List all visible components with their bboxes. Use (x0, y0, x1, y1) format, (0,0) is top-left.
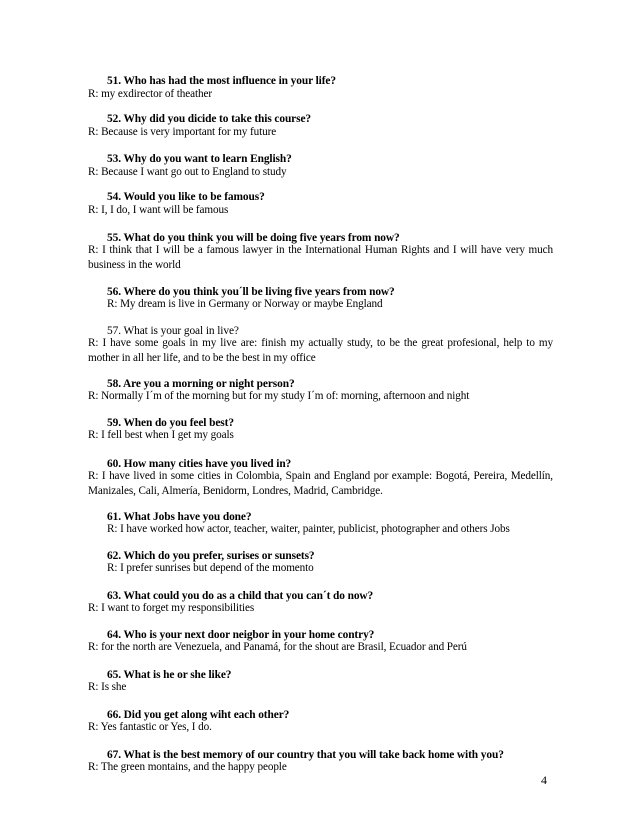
question-61: 61. What Jobs have you done? (107, 511, 252, 523)
question-57: 57. What is your goal in live? (107, 325, 239, 337)
answer-52: R: Because is very important for my future (88, 126, 277, 138)
answer-53: R: Because I want go out to England to study (88, 166, 287, 178)
question-63: 63. What could you do as a child that you can´t do now? (107, 590, 374, 602)
answer-61: R: I have worked how actor, teacher, waiter, painter, publicist, photographer and others Jobs (107, 523, 510, 535)
answer-66: R: Yes fantastic or Yes, I do. (88, 721, 212, 733)
question-65: 65. What is he or she like? (107, 669, 232, 681)
answer-56: R: My dream is live in Germany or Norway or maybe England (107, 298, 383, 310)
question-62: 62. Which do you prefer, surises or sunsets? (107, 550, 315, 562)
question-64: 64. Who is your next door neigbor in your home contry? (107, 629, 375, 641)
question-58: 58. Are you a morning or night person? (107, 378, 295, 390)
answer-63: R: I want to forget my responsibilities (88, 602, 255, 614)
question-56: 56. Where do you think you´ll be living five years from now? (107, 286, 395, 298)
answer-51: R: my exdirector of theather (88, 88, 212, 100)
answer-55: R: I think that I will be a famous lawyer in the International Human Rights and I will have very much business in the world (88, 244, 553, 271)
question-59: 59. When do you feel best? (107, 417, 234, 429)
answer-67: R: The green montains, and the happy people (88, 761, 287, 773)
question-67: 67. What is the best memory of our country that you will take back home with you? (107, 749, 504, 761)
question-54: 54. Would you like to be famous? (107, 191, 265, 203)
question-60: 60. How many cities have you lived in? (107, 458, 292, 470)
answer-65: R: Is she (88, 681, 127, 693)
answer-62: R: I prefer sunrises but depend of the momento (107, 562, 314, 574)
question-52: 52. Why did you dicide to take this course? (107, 113, 312, 125)
question-66: 66. Did you get along wiht each other? (107, 709, 290, 721)
answer-54: R: I, I do, I want will be famous (88, 204, 229, 216)
answer-60: R: I have lived in some cities in Colombia, Spain and England por example: Bogotá, Pereira, Medellín, Manizales, Cali, Almería, Benidorm, Londres, Madrid, Cambridge. (88, 470, 553, 497)
question-51: 51. Who has had the most influence in your life? (107, 75, 336, 87)
answer-58: R: Normally I´m of the morning but for my study I´m of: morning, afternoon and night (88, 390, 470, 402)
page-number: 4 (541, 773, 547, 787)
question-55: 55. What do you think you will be doing five years from now? (107, 232, 400, 244)
answer-57: R: I have some goals in my live are: finish my actually study, to be the great profesional, help to my mother in all her life, and to be the best in my office (88, 337, 553, 364)
answer-59: R: I fell best when I get my goals (88, 429, 234, 441)
question-53: 53. Why do you want to learn English? (107, 153, 292, 165)
answer-64: R: for the north are Venezuela, and Panamá, for the shout are Brasil, Ecuador and Perú (88, 641, 467, 653)
